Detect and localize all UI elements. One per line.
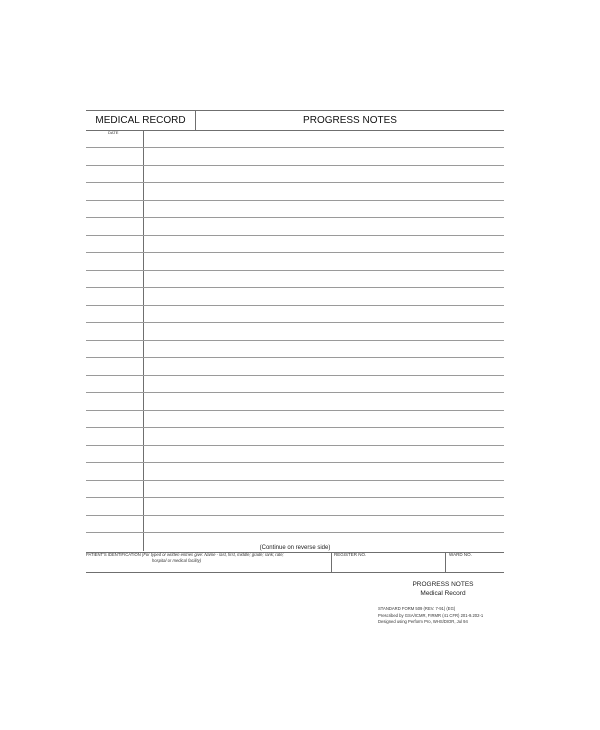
ward-divider	[445, 552, 446, 572]
header-bottom-border	[86, 130, 504, 131]
form-footer-title	[380, 580, 506, 598]
ruled-line	[86, 462, 504, 463]
progress-notes-form	[86, 110, 504, 573]
ruled-line	[86, 147, 504, 148]
standard-form-info	[378, 606, 518, 626]
patient-identification-hint-cont: hospital or medical facility)	[152, 558, 202, 563]
ruled-line	[86, 427, 504, 428]
ruled-line	[86, 200, 504, 201]
ruled-line	[86, 287, 504, 288]
patient-identification-label: PATIENT'S IDENTIFICATION	[86, 552, 141, 557]
ruled-line	[86, 515, 504, 516]
ruled-line	[86, 322, 504, 323]
medical-record-heading: MEDICAL RECORD	[95, 115, 186, 126]
ruled-line	[86, 340, 504, 341]
footer-subtitle: Medical Record	[420, 590, 466, 597]
ruled-line	[86, 375, 504, 376]
ruled-line	[86, 445, 504, 446]
ruled-line	[86, 410, 504, 411]
ruled-line	[86, 252, 504, 253]
prescribed-by: Prescribed by GSA/ICMR, FIRMR (41 CFR) 201-9.202-1	[378, 612, 484, 618]
progress-notes-heading: PROGRESS NOTES	[303, 115, 397, 126]
patient-identification	[86, 552, 326, 564]
date-column-label: DATE	[108, 130, 119, 135]
ruled-line	[86, 235, 504, 236]
identification-bottom-border	[86, 572, 504, 573]
designed-by: Designed using Perform Pro, WHS/DIOR, Jul 94	[378, 619, 468, 624]
ruled-line	[86, 497, 504, 498]
ruled-line	[86, 165, 504, 166]
standard-form-number: STANDARD FORM 509 (REV. 7-91) (EG)	[378, 606, 456, 611]
ruled-line	[86, 392, 504, 393]
ruled-line	[86, 182, 504, 183]
ruled-line	[86, 305, 504, 306]
ruled-line	[86, 270, 504, 271]
patient-identification-hint: (For typed or written entries give: Name - last, first, middle; grade; rank; rate;	[141, 552, 284, 557]
register-number-label: REGISTER NO.	[334, 552, 367, 557]
ward-number-label: WARD NO.	[449, 552, 472, 557]
footer-title: PROGRESS NOTES	[412, 581, 474, 588]
continue-note: (Continue on reverse side)	[259, 545, 331, 551]
ruled-line	[86, 532, 504, 533]
ruled-line	[86, 357, 504, 358]
ruled-line	[86, 480, 504, 481]
ruled-line	[86, 217, 504, 218]
register-divider	[331, 552, 332, 572]
